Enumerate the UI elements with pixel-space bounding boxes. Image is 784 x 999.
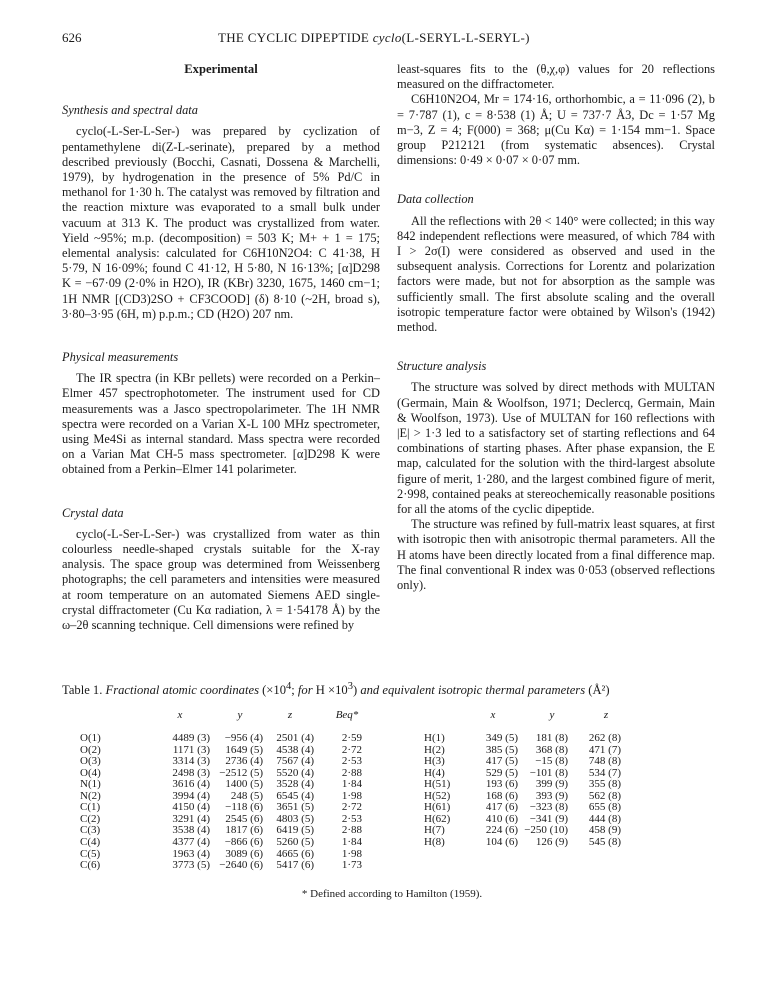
- h-atom-value: 748 (8): [588, 755, 621, 768]
- heavy-atom-value: 2498 (3): [172, 766, 210, 779]
- h-atom-value: 104 (6): [485, 835, 518, 848]
- heavy-atom-value: 248 (5): [230, 789, 263, 802]
- heavy-atom-value: 2·72: [341, 801, 362, 814]
- heavy-atom-value: 3773 (5): [172, 859, 210, 872]
- heavy-atom-value: 2736 (4): [225, 755, 263, 768]
- running-head-prefix: THE CYCLIC DIPEPTIDE: [218, 30, 373, 45]
- heavy-atom-value: 3291 (4): [172, 812, 210, 825]
- h-atom-value: 655 (8): [588, 801, 621, 814]
- h-atom-value: 444 (8): [588, 812, 621, 825]
- running-head-suffix: (L-SERYL-L-SERYL-): [401, 30, 530, 45]
- h-atom-value: 393 (9): [535, 789, 568, 802]
- synthesis-heading: Synthesis and spectral data: [62, 103, 198, 118]
- crystal-heading: Crystal data: [62, 505, 124, 520]
- heavy-atom-value: −866 (6): [224, 835, 263, 848]
- heavy-atom-value: 5417 (6): [276, 859, 314, 872]
- heavy-atom-label: O(4): [80, 766, 101, 779]
- heavy-atom-value: −2640 (6): [219, 859, 263, 872]
- table-caption: Table 1. Fractional atomic coordinates ($\times 10^4$; for $H \times 10^3$) and equivalent isotropic thermal parameters (Å²): [62, 681, 610, 698]
- heavy-atom-value: −118 (6): [225, 801, 263, 814]
- h-atom-value: 562 (8): [588, 789, 621, 802]
- heavy-atom-value: 4377 (4): [172, 835, 210, 848]
- heavy-atom-label: O(2): [80, 743, 101, 756]
- h-atom-value: −15 (8): [535, 755, 568, 768]
- h-atom-value: 529 (5): [485, 766, 518, 779]
- h-atom-value: 262 (8): [588, 732, 621, 744]
- structure-heading: Structure analysis: [397, 359, 487, 374]
- h-atom-value: 368 (8): [535, 743, 568, 756]
- h-atom-label: H(61): [424, 801, 451, 814]
- heavy-atom-label: C(4): [80, 835, 101, 848]
- heavy-atom-value: 3089 (6): [225, 847, 263, 860]
- crystal-paragraph: cyclo(-L-Ser-L-Ser-) was crystallized from water as thin colourless needle-shaped crystals suitable for the X-ray analysis. The space group was determined from Weissenberg photographs; the cell parameters and intensities were measured at room temperature on an automated Siemens AED single-crystal diffractometer (Cu Kα radiation, λ = 1·54178 Å) by the ω–2θ scanning technique. Cell dimensions were refined by: [62, 526, 380, 633]
- h-atom-value: 385 (5): [485, 743, 518, 756]
- h-atom-label: H(1): [424, 732, 445, 744]
- experimental-heading: Experimental: [184, 62, 258, 76]
- heavy-atom-value: 1649 (5): [225, 743, 263, 756]
- h-atom-label: H(51): [424, 778, 451, 791]
- heavy-atom-value: 2·59: [341, 732, 362, 744]
- heavy-atom-value: 2·53: [341, 755, 362, 768]
- heavy-atom-value: 3616 (4): [172, 778, 210, 791]
- heavy-atom-label: N(2): [80, 789, 101, 802]
- heavy-atom-value: 1963 (4): [172, 847, 210, 860]
- heavy-atom-value: 1171 (3): [172, 743, 210, 756]
- h-atom-value: 224 (6): [485, 824, 518, 837]
- h-atom-value: 545 (8): [588, 835, 621, 848]
- h-atom-value: 349 (5): [485, 732, 518, 744]
- heavy-atom-value: 7567 (4): [276, 755, 314, 768]
- h-atom-value: 355 (8): [588, 778, 621, 791]
- heavy-atom-value: 3538 (4): [172, 824, 210, 837]
- h-atom-label: H(52): [424, 789, 451, 802]
- continuation-paragraph: least-squares fits to the (θ,χ,φ) values for 20 reflections measured on the diffractometer.: [397, 62, 715, 92]
- heavy-atom-value: 6419 (5): [276, 824, 314, 837]
- collection-paragraph: All the reflections with 2θ < 140° were collected; in this way 842 independent reflections were measured, of which 784 with I > 2σ(I) were considered as observed and used in the subsequent analysis. Corrections for Lorentz and polarization factors were made, but not for absorption as the sample was sufficiently small. The first absolute scaling and the overall isotropic temperature factor were obtained by Wilson's (1942) method.: [397, 213, 715, 335]
- collection-heading: Data collection: [397, 192, 474, 207]
- h-atom-value: −101 (8): [529, 766, 568, 779]
- physical-heading: Physical measurements: [62, 350, 179, 365]
- heavy-atom-value: 2545 (6): [225, 812, 263, 825]
- h-atom-value: −341 (9): [529, 812, 568, 825]
- heavy-atom-value: 4150 (4): [172, 801, 210, 814]
- h-atom-value: 458 (9): [588, 824, 621, 837]
- heavy-atom-label: C(1): [80, 801, 101, 814]
- h-atom-label: H(3): [424, 755, 445, 768]
- heavy-atom-value: 3651 (5): [276, 801, 314, 814]
- heavy-atom-value: −956 (4): [224, 732, 263, 744]
- h-atom-value: 193 (6): [485, 778, 518, 791]
- heavy-atom-value: −2512 (5): [219, 766, 263, 779]
- table-footnote: * Defined according to Hamilton (1959).: [301, 888, 483, 900]
- heavy-atom-value: 1·98: [341, 847, 362, 860]
- heavy-atom-label: O(1): [80, 732, 101, 744]
- heavy-atom-value: 2·88: [341, 824, 362, 837]
- structure-paragraph-1: The structure was solved by direct methods with MULTAN (Germain, Main & Woolfson, 1971; Declercq, Germain, Main & Woolfson, 1973). Use of MULTAN for 160 reflections with |E| > 1·3 led to a satisfactory set of starting reflections and 64 combinations of starting phases. After phase expansion, the E map, calculated for the solution with the third-largest absolute figure of merit, 1·280, and the largest combined figure of merit, 2·998, contained peaks at stereochemically reasonable positions for all the atoms of the cyclic dipeptide.: [397, 380, 715, 517]
- heavy-col-header: x: [177, 709, 183, 721]
- heavy-atom-value: 3314 (3): [172, 755, 210, 768]
- h-atom-value: 410 (6): [485, 812, 518, 825]
- h-atom-label: H(4): [424, 766, 445, 779]
- heavy-atom-label: N(1): [80, 778, 101, 791]
- h-atom-value: 417 (6): [485, 801, 518, 814]
- heavy-atom-value: 1817 (6): [225, 824, 263, 837]
- heavy-atom-value: 3528 (4): [276, 778, 314, 791]
- heavy-atom-value: 6545 (4): [276, 789, 314, 802]
- heavy-col-header: y: [237, 709, 243, 721]
- heavy-atom-label: C(5): [80, 847, 101, 860]
- h-atom-label: H(62): [424, 812, 451, 825]
- heavy-col-header: Beq*: [335, 709, 359, 721]
- h-atom-value: −250 (10): [524, 824, 568, 837]
- heavy-atom-value: 5520 (4): [276, 766, 314, 779]
- h-atom-label: H(8): [424, 835, 445, 848]
- heavy-atom-label: O(3): [80, 755, 101, 768]
- heavy-atom-value: 3994 (4): [172, 789, 210, 802]
- running-head-italic: cyclo: [372, 30, 402, 45]
- page-number: 626: [62, 30, 82, 45]
- heavy-atom-value: 1·98: [341, 789, 362, 802]
- synthesis-paragraph: cyclo(-L-Ser-L-Ser-) was prepared by cyclization of pentamethylene di(Z-L-serinate), prepared by a method described previously (Bocchi, Casnati, Dossena & Marchelli, 1979), by hydrogenation in the presence of 5% Pd/C in methanol for 1·30 h. The catalyst was removed by filtration and the reaction mixture was evaporated to a small bulk under vacuum at 313 K. The product was crystallized from water. Yield ~95%; m.p. (decomposition) = 503 K; M+ + 1 = 175; elemental analysis: calculated for C6H10N2O4: C 41·38, H 5·79, N 16·09%; found C 41·12, H 5·80, N 16·13%; [α]D298 K = −67·09 (2·0% in H2O), IR (KBr) 3230, 1675, 1460 cm−1; 1H NMR [(CD3)2SO + CF3COOD] (δ) 8·10 (~2H, broad s), 3·80–3·95 (6H, m) p.p.m.; CD (H2O) 207 nm.: [62, 124, 380, 321]
- heavy-atom-value: 5260 (5): [276, 835, 314, 848]
- heavy-atom-value: 1400 (5): [225, 778, 263, 791]
- h-atom-value: −323 (8): [529, 801, 568, 814]
- h-atom-value: 181 (8): [535, 732, 568, 744]
- h-col-header: z: [603, 709, 609, 721]
- heavy-atom-value: 4489 (3): [172, 732, 210, 744]
- cell-data-paragraph: C6H10N2O4, Mr = 174·16, orthorhombic, a = 11·096 (2), b = 7·787 (1), c = 8·538 (1) Å; U = 737·7 Å3, Dc = 1·57 Mg m−3, Z = 4; F(000) = 368; μ(Cu Kα) = 1·154 mm−1. Space group P212121 (from systematic absences). Crystal dimensions: 0·49 × 0·07 × 0·07 mm.: [397, 92, 715, 168]
- heavy-atom-value: 2·72: [341, 743, 362, 756]
- h-col-header: x: [490, 709, 496, 721]
- heavy-atom-value: 4665 (6): [276, 847, 314, 860]
- heavy-atom-value: 2501 (4): [276, 732, 314, 744]
- heavy-atom-value: 2·88: [341, 766, 362, 779]
- heavy-atom-value: 4538 (4): [276, 743, 314, 756]
- h-atom-value: 399 (9): [535, 778, 568, 791]
- heavy-atom-label: C(6): [80, 859, 101, 872]
- heavy-atom-value: 2·53: [341, 812, 362, 825]
- h-atom-value: 417 (5): [485, 755, 518, 768]
- h-atom-label: H(2): [424, 743, 445, 756]
- structure-paragraph-2: The structure was refined by full-matrix least squares, at first with isotropic then with anisotropic thermal parameters. All the H atoms have been directly located from a final difference map. The final conventional R index was 0·053 (observed reflections only).: [397, 517, 715, 593]
- h-atom-value: 534 (7): [588, 766, 621, 779]
- heavy-col-header: z: [287, 709, 293, 721]
- physical-paragraph: The IR spectra (in KBr pellets) were recorded on a Perkin–Elmer 457 spectrophotometer. The instrument used for CD measurements was a Jasco spectropolarimeter. The 1H NMR spectra were recorded on a Varian X-L 100 MHz spectrometer, using Me4Si as internal standard. Mass spectra were recorded on a Varian Mat CH-5 mass spectrometer. [α]D298 K were obtained from a Perkin–Elmer 141 polarimeter.: [62, 371, 380, 477]
- heavy-atom-value: 1·73: [341, 859, 362, 872]
- heavy-atom-value: 4803 (5): [276, 812, 314, 825]
- h-atom-value: 126 (9): [535, 835, 568, 848]
- heavy-atom-value: 1·84: [341, 778, 362, 791]
- h-atom-value: 168 (6): [485, 789, 518, 802]
- h-col-header: y: [549, 709, 555, 721]
- heavy-atom-label: C(3): [80, 824, 101, 837]
- heavy-atom-value: 1·84: [341, 835, 362, 848]
- h-atom-value: 471 (7): [588, 743, 621, 756]
- heavy-atom-label: C(2): [80, 812, 101, 825]
- h-atom-label: H(7): [424, 824, 445, 837]
